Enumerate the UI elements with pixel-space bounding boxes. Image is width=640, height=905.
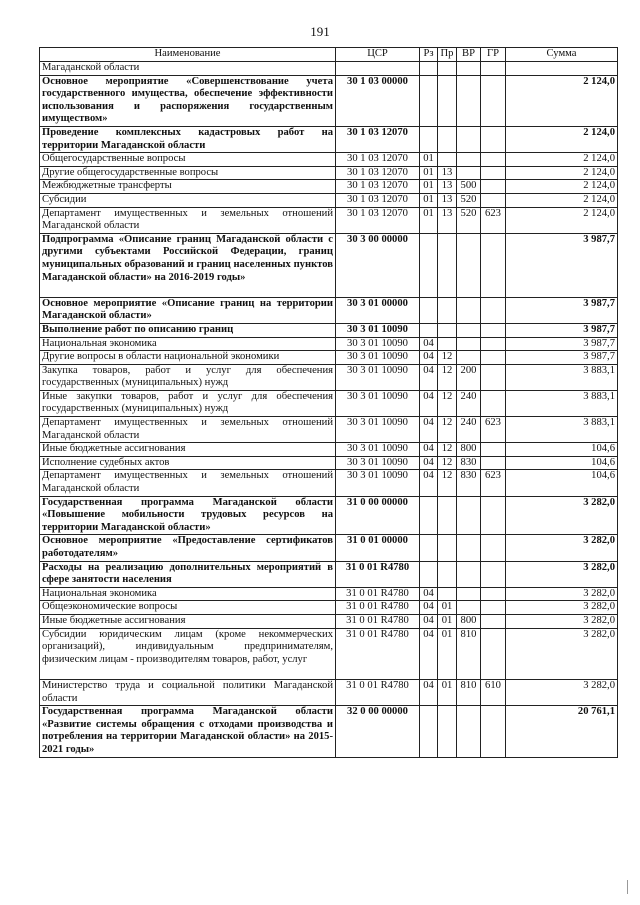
table-row — [40, 706, 618, 757]
cell-csr: 31 0 01 R4780 — [336, 679, 420, 705]
cell-vr: 520 — [457, 207, 481, 233]
table-row — [40, 364, 618, 390]
cell-gr: 623 — [481, 207, 506, 233]
cell-vr — [457, 561, 481, 587]
cell-rz: 04 — [420, 587, 438, 601]
cell-sum: 3 282,0 — [506, 601, 618, 615]
cell-gr — [481, 390, 506, 416]
cell-gr — [481, 535, 506, 561]
table-row — [40, 496, 618, 535]
cell-pr — [438, 75, 457, 126]
cell-name: Расходы на реализацию дополнительных мероприятий в сфере занятости населения — [40, 561, 336, 587]
cell-vr: 830 — [457, 456, 481, 470]
cell-gr — [481, 351, 506, 365]
cell-pr: 01 — [438, 615, 457, 629]
cell-sum: 3 883,1 — [506, 417, 618, 443]
cell-name: Основное мероприятие «Предоставление сертификатов работодателям» — [40, 535, 336, 561]
table-row — [40, 535, 618, 561]
cell-gr — [481, 180, 506, 194]
table-row — [40, 233, 618, 297]
cell-name: Межбюджетные трансферты — [40, 180, 336, 194]
cell-rz: 04 — [420, 601, 438, 615]
cell-csr: 30 3 01 00000 — [336, 297, 420, 323]
cell-name: Департамент имущественных и земельных отношений Магаданской области — [40, 207, 336, 233]
cell-vr: 240 — [457, 417, 481, 443]
cell-pr — [438, 153, 457, 167]
cell-name: Национальная экономика — [40, 587, 336, 601]
cell-vr: 200 — [457, 364, 481, 390]
cell-rz: 04 — [420, 364, 438, 390]
cell-name: Другие вопросы в области национальной экономики — [40, 351, 336, 365]
header-csr: ЦСР — [336, 48, 420, 62]
cell-gr — [481, 297, 506, 323]
cell-csr: 30 3 01 10090 — [336, 364, 420, 390]
cell-name: Другие общегосударственные вопросы — [40, 166, 336, 180]
table-row — [40, 193, 618, 207]
cell-csr: 30 1 03 12070 — [336, 193, 420, 207]
cell-pr: 13 — [438, 166, 457, 180]
table-row — [40, 75, 618, 126]
cell-vr: 500 — [457, 180, 481, 194]
budget-table — [39, 47, 618, 758]
table-row — [40, 679, 618, 705]
table-row — [40, 390, 618, 416]
cell-csr: 31 0 01 R4780 — [336, 587, 420, 601]
cell-csr: 31 0 01 00000 — [336, 535, 420, 561]
header-rz: Рз — [420, 48, 438, 62]
table-row — [40, 166, 618, 180]
cell-csr: 32 0 00 00000 — [336, 706, 420, 757]
cell-name: Иные закупки товаров, работ и услуг для обеспечения государственных (муниципальных) нужд — [40, 390, 336, 416]
cell-vr — [457, 126, 481, 152]
cell-sum: 2 124,0 — [506, 126, 618, 152]
cell-csr: 30 3 01 10090 — [336, 417, 420, 443]
cell-sum: 3 282,0 — [506, 679, 618, 705]
cell-csr: 30 1 03 12070 — [336, 126, 420, 152]
header-gr: ГР — [481, 48, 506, 62]
cell-rz: 04 — [420, 456, 438, 470]
cell-pr: 01 — [438, 679, 457, 705]
cell-rz — [420, 75, 438, 126]
cell-name: Исполнение судебных актов — [40, 456, 336, 470]
cell-gr — [481, 443, 506, 457]
cell-gr — [481, 75, 506, 126]
cell-sum: 104,6 — [506, 470, 618, 496]
cell-csr: 30 1 03 12070 — [336, 207, 420, 233]
cell-gr — [481, 587, 506, 601]
cell-csr: 30 3 01 10090 — [336, 443, 420, 457]
cell-rz: 01 — [420, 207, 438, 233]
cell-pr — [438, 337, 457, 351]
cell-rz: 04 — [420, 351, 438, 365]
cell-gr — [481, 601, 506, 615]
cell-rz — [420, 126, 438, 152]
cell-sum: 104,6 — [506, 456, 618, 470]
cell-pr — [438, 587, 457, 601]
table-row — [40, 417, 618, 443]
cell-csr: 31 0 01 R4780 — [336, 615, 420, 629]
table-header-row — [40, 48, 618, 62]
cell-name: Министерство труда и социальной политики Магаданской области — [40, 679, 336, 705]
cell-csr: 30 3 01 10090 — [336, 351, 420, 365]
table-row — [40, 470, 618, 496]
cell-pr — [438, 496, 457, 535]
cell-pr: 12 — [438, 351, 457, 365]
cell-vr: 810 — [457, 628, 481, 679]
cell-rz — [420, 561, 438, 587]
cell-csr: 30 1 03 12070 — [336, 153, 420, 167]
cell-name: Основное мероприятие «Описание границ на территории Магаданской области» — [40, 297, 336, 323]
table-row — [40, 337, 618, 351]
cell-csr: 30 3 01 10090 — [336, 470, 420, 496]
cell-pr: 13 — [438, 207, 457, 233]
page-number: 191 — [310, 24, 330, 39]
cell-name: Государственная программа Магаданской области «Повышение мобильности трудовых ресурсов на территории Магаданской области» — [40, 496, 336, 535]
cell-rz: 04 — [420, 615, 438, 629]
cell-vr — [457, 233, 481, 297]
cell-name: Закупка товаров, работ и услуг для обеспечения государственных (муниципальных) нужд — [40, 364, 336, 390]
table-row — [40, 180, 618, 194]
cell-gr — [481, 561, 506, 587]
cell-pr: 12 — [438, 364, 457, 390]
cell-csr: 30 3 01 10090 — [336, 456, 420, 470]
cell-name: Общеэкономические вопросы — [40, 601, 336, 615]
cell-sum: 2 124,0 — [506, 207, 618, 233]
cell-csr: 30 3 01 10090 — [336, 390, 420, 416]
cell-gr: 623 — [481, 470, 506, 496]
cell-pr: 01 — [438, 601, 457, 615]
table-row — [40, 587, 618, 601]
cell-pr — [438, 233, 457, 297]
header-sum: Сумма — [506, 48, 618, 62]
cell-rz — [420, 297, 438, 323]
cell-gr — [481, 364, 506, 390]
cell-pr: 01 — [438, 628, 457, 679]
cell-name: Департамент имущественных и земельных отношений Магаданской области — [40, 470, 336, 496]
cell-sum: 2 124,0 — [506, 166, 618, 180]
cell-csr: 31 0 01 R4780 — [336, 628, 420, 679]
cell-name: Магаданской области — [40, 62, 336, 76]
cell-name: Иные бюджетные ассигнования — [40, 443, 336, 457]
cell-sum: 104,6 — [506, 443, 618, 457]
cell-vr — [457, 153, 481, 167]
cell-pr: 13 — [438, 193, 457, 207]
cell-gr — [481, 233, 506, 297]
cell-pr: 12 — [438, 456, 457, 470]
cell-gr — [481, 706, 506, 757]
cell-gr — [481, 166, 506, 180]
cell-csr: 30 3 01 10090 — [336, 323, 420, 337]
cell-rz: 04 — [420, 417, 438, 443]
table-body — [40, 62, 618, 758]
cell-gr — [481, 62, 506, 76]
cell-csr: 31 0 01 R4780 — [336, 601, 420, 615]
cell-sum: 3 987,7 — [506, 337, 618, 351]
cell-sum: 2 124,0 — [506, 75, 618, 126]
cell-rz: 01 — [420, 166, 438, 180]
cell-name: Департамент имущественных и земельных отношений Магаданской области — [40, 417, 336, 443]
cell-rz — [420, 323, 438, 337]
cell-vr: 810 — [457, 679, 481, 705]
cell-pr: 12 — [438, 390, 457, 416]
cell-gr: 623 — [481, 417, 506, 443]
cell-gr — [481, 193, 506, 207]
cell-sum: 3 282,0 — [506, 496, 618, 535]
table-row — [40, 601, 618, 615]
table-row — [40, 456, 618, 470]
cell-pr — [438, 561, 457, 587]
cell-sum: 3 987,7 — [506, 233, 618, 297]
cell-pr — [438, 62, 457, 76]
table-row — [40, 323, 618, 337]
cell-gr — [481, 337, 506, 351]
cell-pr — [438, 535, 457, 561]
cell-sum: 2 124,0 — [506, 193, 618, 207]
cell-vr — [457, 496, 481, 535]
cell-name: Основное мероприятие «Совершенствование учета государственного имущества, обеспечение эффективности использования и распоряжения государственным имуществом» — [40, 75, 336, 126]
cell-sum: 3 282,0 — [506, 628, 618, 679]
cell-sum: 3 282,0 — [506, 561, 618, 587]
cell-rz — [420, 535, 438, 561]
cell-csr: 30 1 03 12070 — [336, 166, 420, 180]
cell-rz: 01 — [420, 180, 438, 194]
cell-sum — [506, 62, 618, 76]
cell-rz: 01 — [420, 193, 438, 207]
cell-pr: 12 — [438, 470, 457, 496]
cell-gr — [481, 126, 506, 152]
cell-sum: 3 987,7 — [506, 351, 618, 365]
header-name: Наименование — [40, 48, 336, 62]
cell-rz: 04 — [420, 443, 438, 457]
cell-csr — [336, 62, 420, 76]
scan-artifact — [627, 880, 628, 894]
cell-vr — [457, 587, 481, 601]
table-row — [40, 207, 618, 233]
cell-rz — [420, 496, 438, 535]
cell-sum: 3 883,1 — [506, 364, 618, 390]
table-row — [40, 297, 618, 323]
cell-rz: 04 — [420, 679, 438, 705]
cell-name: Проведение комплексных кадастровых работ на территории Магаданской области — [40, 126, 336, 152]
cell-gr — [481, 615, 506, 629]
cell-pr: 12 — [438, 417, 457, 443]
table-row — [40, 628, 618, 679]
cell-sum: 2 124,0 — [506, 153, 618, 167]
cell-rz — [420, 706, 438, 757]
table-row — [40, 443, 618, 457]
cell-name: Подпрограмма «Описание границ Магаданской области с другими субъектами Российской Федерации, границ муниципальных образований и границ населенных пунктов Магаданской области» на 2016-2019 годы» — [40, 233, 336, 297]
cell-rz: 04 — [420, 390, 438, 416]
cell-vr — [457, 706, 481, 757]
table-row — [40, 561, 618, 587]
cell-vr: 830 — [457, 470, 481, 496]
cell-sum: 3 282,0 — [506, 587, 618, 601]
cell-gr — [481, 496, 506, 535]
cell-vr — [457, 601, 481, 615]
cell-name: Национальная экономика — [40, 337, 336, 351]
cell-name: Иные бюджетные ассигнования — [40, 615, 336, 629]
cell-rz — [420, 233, 438, 297]
cell-csr: 30 1 03 00000 — [336, 75, 420, 126]
cell-pr — [438, 706, 457, 757]
cell-vr — [457, 62, 481, 76]
cell-sum: 3 282,0 — [506, 615, 618, 629]
table-row — [40, 615, 618, 629]
cell-rz: 04 — [420, 470, 438, 496]
cell-pr: 13 — [438, 180, 457, 194]
cell-csr: 31 0 01 R4780 — [336, 561, 420, 587]
cell-sum: 20 761,1 — [506, 706, 618, 757]
table-row — [40, 62, 618, 76]
cell-gr — [481, 456, 506, 470]
cell-pr — [438, 297, 457, 323]
cell-csr: 31 0 00 00000 — [336, 496, 420, 535]
cell-pr — [438, 126, 457, 152]
cell-rz: 04 — [420, 628, 438, 679]
cell-sum: 3 282,0 — [506, 535, 618, 561]
cell-vr: 240 — [457, 390, 481, 416]
cell-name: Общегосударственные вопросы — [40, 153, 336, 167]
cell-pr: 12 — [438, 443, 457, 457]
cell-csr: 30 1 03 12070 — [336, 180, 420, 194]
cell-vr — [457, 75, 481, 126]
cell-gr — [481, 628, 506, 679]
cell-vr — [457, 337, 481, 351]
cell-name: Субсидии юридическим лицам (кроме некоммерческих организаций), индивидуальным предпринимателям, физическим лицам - производителям товаров, работ, услуг — [40, 628, 336, 679]
table-row — [40, 126, 618, 152]
cell-vr — [457, 166, 481, 180]
cell-pr — [438, 323, 457, 337]
table-row — [40, 351, 618, 365]
cell-name: Выполнение работ по описанию границ — [40, 323, 336, 337]
cell-name: Государственная программа Магаданской области «Развитие системы обращения с отходами производства и потребления на территории Магаданской области» на 2015-2021 годы» — [40, 706, 336, 757]
cell-rz: 04 — [420, 337, 438, 351]
cell-vr — [457, 297, 481, 323]
cell-rz — [420, 62, 438, 76]
table-row — [40, 153, 618, 167]
cell-vr — [457, 323, 481, 337]
cell-vr — [457, 535, 481, 561]
cell-sum: 3 883,1 — [506, 390, 618, 416]
cell-vr — [457, 351, 481, 365]
cell-gr: 610 — [481, 679, 506, 705]
cell-vr: 800 — [457, 443, 481, 457]
cell-sum: 3 987,7 — [506, 323, 618, 337]
cell-vr: 800 — [457, 615, 481, 629]
cell-gr — [481, 323, 506, 337]
header-pr: Пр — [438, 48, 457, 62]
cell-sum: 2 124,0 — [506, 180, 618, 194]
cell-csr: 30 3 00 00000 — [336, 233, 420, 297]
cell-rz: 01 — [420, 153, 438, 167]
header-vr: ВР — [457, 48, 481, 62]
cell-name: Субсидии — [40, 193, 336, 207]
cell-gr — [481, 153, 506, 167]
cell-vr: 520 — [457, 193, 481, 207]
cell-sum: 3 987,7 — [506, 297, 618, 323]
cell-csr: 30 3 01 10090 — [336, 337, 420, 351]
